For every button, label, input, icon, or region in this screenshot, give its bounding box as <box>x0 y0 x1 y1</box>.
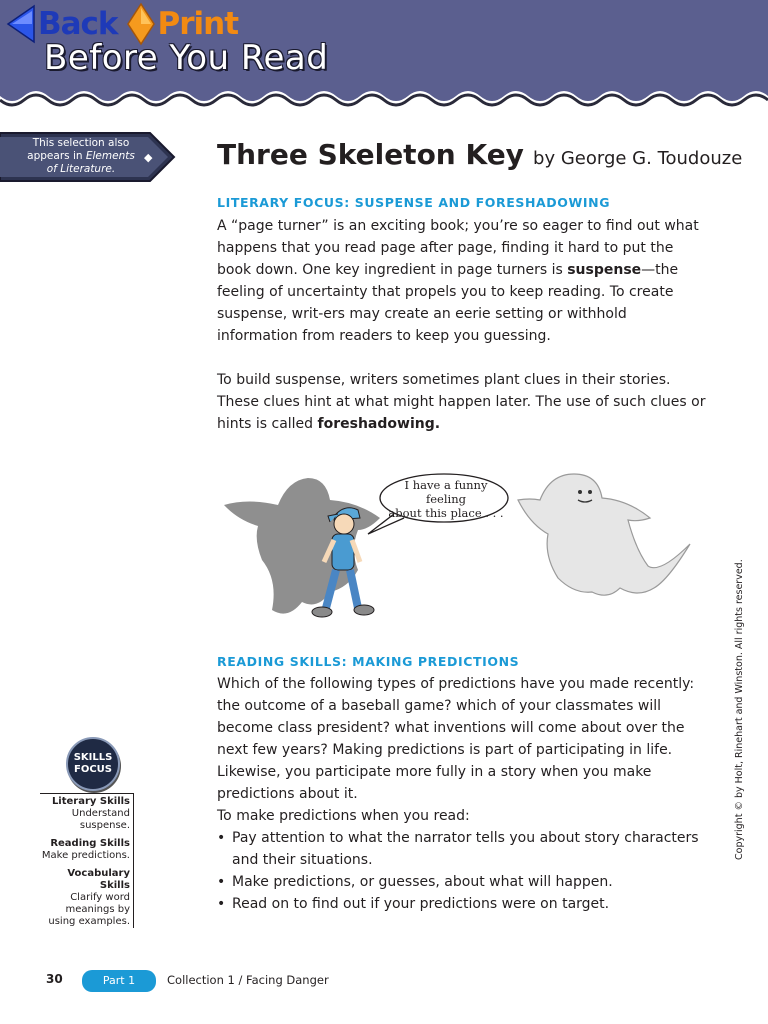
page-number: 30 <box>46 972 63 986</box>
literary-skills-desc: Understand suspense. <box>71 808 130 831</box>
list-item: • Read on to find out if your predictions were on target. <box>217 893 707 915</box>
literary-focus-paragraph-1 <box>217 215 707 347</box>
list-item: • Make predictions, or guesses, about what will happen. <box>217 871 707 893</box>
reading-skills-desc: Make predictions. <box>41 850 130 861</box>
literary-focus-heading: LITERARY FOCUS: SUSPENSE AND FORESHADOWING <box>217 195 611 210</box>
reading-skills-body <box>217 673 707 915</box>
back-label: Back <box>38 6 118 42</box>
vocabulary-skills-desc: Clarify word meanings by using examples. <box>48 892 130 927</box>
literary-skills-heading: Literary Skills <box>51 796 130 807</box>
p1-text-a: A “page turner” is an exciting book; you’re so eager to find out what happens that you read page after page, finding it hard to put the book down. One key ingredient in page turners is <box>217 218 699 278</box>
vocabulary-skills-heading: Vocabulary Skills <box>67 868 130 891</box>
skills-focus-badge <box>66 737 120 791</box>
print-label: Print <box>157 6 239 42</box>
reading-skills-intro: To make predictions when you read: <box>217 808 470 824</box>
page-header <box>0 0 768 118</box>
reading-skills-paragraph: Which of the following types of predictions have you made recently: the outcome of a baseball game? which of your classmates will become class president? what inventions will come about over the next few years? Making predictions is part of participating in life. Likewise, you participate more fully in a story when you make predictions about it. <box>217 676 695 802</box>
copyright-notice: Copyright © by Holt, Rinehart and Winston. All rights reserved. <box>734 559 745 860</box>
friendly-ghost <box>518 474 690 595</box>
badge-line-3 <box>22 163 140 176</box>
skills-badge-line-2: FOCUS <box>74 764 112 775</box>
story-author: by George G. Toudouze <box>533 148 743 169</box>
reading-skills-heading: READING SKILLS: MAKING PREDICTIONS <box>217 654 520 669</box>
reading-skills-side-heading: Reading Skills <box>50 838 130 849</box>
skills-badge-line-1: SKILLS <box>73 752 113 763</box>
literary-focus-body <box>217 215 707 435</box>
p1-text-b: —the feeling of uncertainty that propels you to keep reading. To create suspense, writ-ers may create an eerie setting or withhold information from readers to keep you guessing. <box>217 262 679 344</box>
badge-line-2 <box>22 150 140 163</box>
collection-label: Collection 1 / Facing Danger <box>167 973 329 987</box>
p2-bold-term: foreshadowing. <box>317 416 441 432</box>
skills-focus-list <box>40 793 134 928</box>
diamond-bullet-icon: ◆ <box>144 151 153 164</box>
speech-bubble-text <box>384 478 508 520</box>
badge-line-2-italic: Elements <box>85 150 135 162</box>
speech-line-2: about this place . . . <box>388 506 504 520</box>
prediction-tips-list <box>217 827 707 915</box>
p2-text-a: To build suspense, writers sometimes plant clues in their stories. These clues hint at what might happen later. The use of such clues or hints is called <box>217 372 706 432</box>
story-title-block <box>217 138 742 171</box>
p1-bold-term: suspense <box>567 262 642 278</box>
back-arrow-icon <box>6 4 36 44</box>
badge-line-1: This selection also <box>32 137 130 149</box>
part-label-pill: Part 1 <box>82 970 156 992</box>
speech-line-1: I have a funny feeling <box>404 478 488 506</box>
badge-line-3-italic: of Literature. <box>46 163 116 175</box>
page-header-title: Before You Read <box>44 38 329 78</box>
literary-focus-paragraph-2 <box>217 369 707 435</box>
badge-line-2-prefix: appears in <box>27 150 86 162</box>
list-item: • Pay attention to what the narrator tells you about story characters and their situations. <box>217 827 707 871</box>
elements-of-literature-badge[interactable] <box>0 131 176 183</box>
story-title: Three Skeleton Key <box>217 138 524 171</box>
elements-badge-text <box>22 137 140 176</box>
